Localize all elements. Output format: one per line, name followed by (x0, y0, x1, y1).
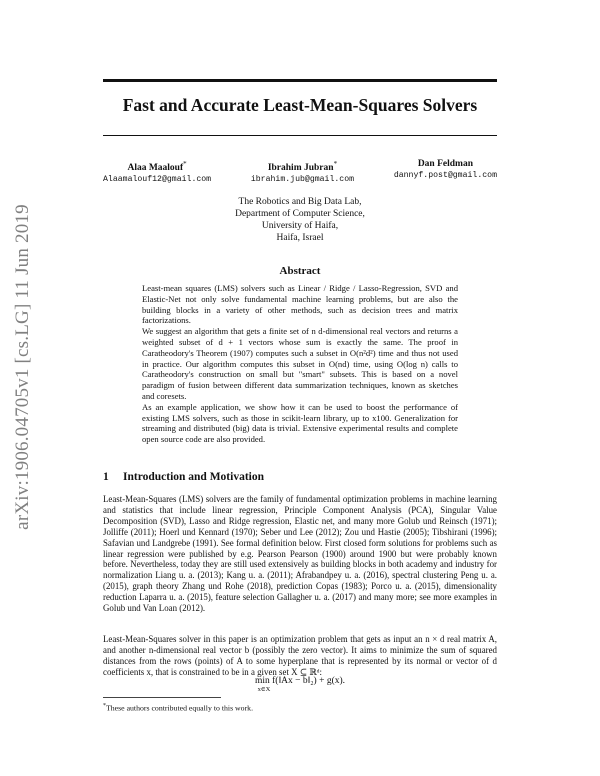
author-2-mark: * (333, 160, 338, 168)
abstract-paragraph: We suggest an algorithm that gets a finite set of n d-dimensional real vectors and returns a weighted subset of d + 1 vectors whose sum is exactly the same. The proof in Caratheodory's Theorem (1907) computes such a subset in O(n²d²) time and thus not used in practice. Our algorithm computes this subset in O(nd) time, using O(log n) calls to Caratheodory's construction on small but "smart" subsets. This is based on a novel paradigm of fusion between different data summarization techniques, known as sketches and coresets. (142, 326, 458, 401)
affiliation-line: University of Haifa, (261, 221, 339, 231)
author-1-mark: * (183, 160, 187, 168)
author-3 (394, 158, 497, 186)
body-paragraph (103, 634, 497, 678)
abstract-paragraph: As an example application, we show how it can be used to boost the performance of existing LMS solvers, such as those in scikit-learn library, up to x100. Generalization for streaming and distributed (big) data is trivial. Extensive experimental results and complete open source code are also provided. (142, 401, 458, 445)
author-1-email[interactable]: Alaamalouf12@gmail.com (103, 175, 212, 185)
equation-text: min f(‖Ax − b‖₂) + g(x). (254, 676, 346, 686)
arxiv-stamp (10, 204, 36, 530)
affiliation (103, 196, 497, 244)
affiliation-line: Haifa, Israel (276, 233, 324, 243)
author-3-email[interactable]: dannyf.post@gmail.com (393, 171, 497, 180)
arxiv-stamp-text: arXiv:1906.04705v1 [cs.LG] 11 Jun 2019 (12, 204, 34, 530)
abstract-body (142, 283, 458, 445)
paper-title: Fast and Accurate Least-Mean-Squares Solvers (122, 95, 478, 115)
equation-subscript: x∈X (257, 686, 271, 693)
affiliation-line: The Robotics and Big Data Lab, (238, 197, 362, 207)
footnote-rule (103, 697, 221, 698)
footnote-text: These authors contributed equally to this work. (106, 703, 254, 713)
affiliation-line: Department of Computer Science, (235, 209, 365, 219)
title-rule-top (103, 79, 497, 82)
author-block (103, 158, 497, 186)
abstract-paragraph: Least-mean squares (LMS) solvers such as Linear / Ridge / Lasso-Regression, SVD and Elastic-Net not only solve fundamental machine learning problems, but are also the building blocks in a variety of other methods, such as decision trees and matrix factorizations. (142, 283, 458, 326)
equation (103, 676, 497, 693)
body-paragraph (103, 494, 497, 614)
author-3-name: Dan Feldman (417, 159, 473, 169)
author-2-email[interactable]: ibrahim.jub@gmail.com (250, 175, 355, 185)
body-paragraph-text: Least-Mean-Squares (LMS) solvers are the family of fundamental optimization problems in machine learning and statistics that include linear regression, Principle Component Analysis (PCA), Singular Value Decomposition (SVD), Lasso and Ridge regression, Elastic net, and many more Golub und Reinsch (1971); Jolliffe (2011); Hoerl und Kennard (1970); Seber und Lee (2012); Zou und Hastie (2005); Tibshirani (1996); Safavian und Landgrebe (1991). See formal definition below. First closed form solutions for problems such as linear regression were published by e.g. Pearson Pearson (1900) around 1900 but were probably known before. Nevertheless, today they are still used extensively as building blocks in both academy and industry for normalization Liang u. a. (2013); Kang u. a. (2011); Afrabandpey u. a. (2016), spectral clustering Peng u. a. (2015), graph theory Zhang und Rohe (2018), prediction Copas (1983); Porco u. a. (2015), dimensionality reduction Laparra u. a. (2015), feature selection Gallagher u. a. (2017) and many more; see more examples in Golub und Van Loan (2012). (103, 494, 497, 614)
abstract-heading: Abstract (279, 265, 321, 277)
section-title: Introduction and Motivation (123, 471, 265, 483)
footnote (103, 701, 497, 714)
section-heading (103, 471, 497, 483)
body-paragraph-text: Least-Mean-Squares solver in this paper is an optimization problem that gets as input an n × d real matrix A, and another n-dimensional real vector b (possibly the zero vector). It aims to minimize the sum of squared distances from the rows (points) of A to some hyperplane that is represented by its normal or vector of d coefficients x, that is constrained to be in a given set X ⊆ ℝᵈ: (103, 634, 497, 677)
title-rule-bottom (103, 135, 497, 136)
section-number: 1 (103, 471, 109, 483)
footnote-mark: * (103, 703, 106, 709)
author-2 (251, 158, 354, 186)
author-2-name: Ibrahim Jubran (267, 163, 334, 174)
author-1 (103, 158, 211, 186)
author-1-name: Alaa Maalouf (127, 163, 184, 174)
